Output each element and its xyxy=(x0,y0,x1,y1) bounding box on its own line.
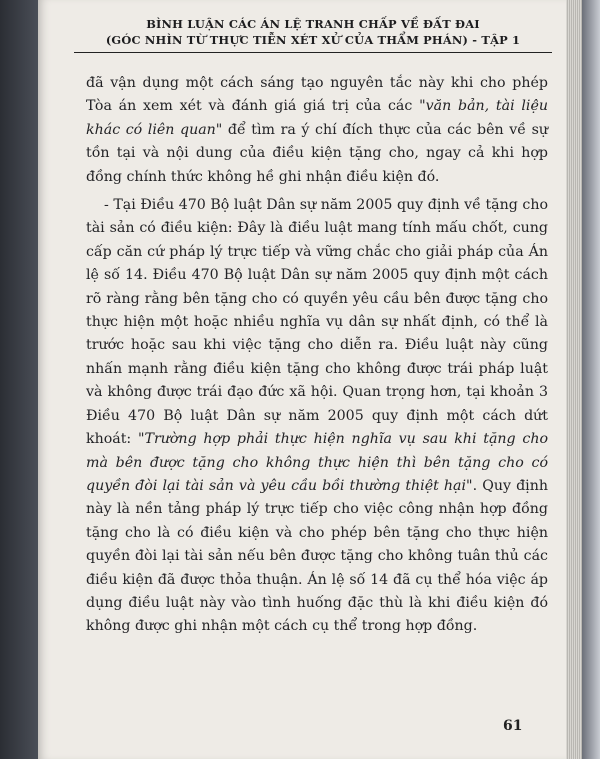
page-edges xyxy=(566,0,582,759)
paragraph-1-text-b: để tìm ra ý chí đích thực của các bên về sự tồn tại và nội dung của điều kiện tặng cho, ngay cả khi hợp đồng chính thức không hề ghi nhận điều kiện đó. xyxy=(86,121,548,185)
paragraph-2 xyxy=(86,194,548,639)
paragraph-1 xyxy=(86,72,548,189)
paragraph-2-text-a: - Tại Điều 470 Bộ luật Dân sự năm 2005 quy định về tặng cho tài sản có điều kiện: Đây là điều luật mang tính mấu chốt, cung cấp căn cứ pháp lý trực tiếp và vững chắc cho giải pháp của Án lệ số 14. Điều 470 Bộ luật Dân sự năm 2005 quy định một cách rõ ràng rằng bên tặng cho có quyền yêu cầu bên được tặng cho thực hiện một hoặc nhiều nghĩa vụ dân sự nhất định, có thể là trước hoặc sau khi việc tặng cho diễn ra. Điều luật này cũng nhấn mạnh rằng điều kiện tặng cho không được trái pháp luật và không được trái đạo đức xã hội. Quan trọng hơn, tại khoản 3 Điều 470 Bộ luật Dân sự năm 2005 quy định một cách dứt khoát: xyxy=(86,197,548,448)
book-page xyxy=(38,0,568,759)
paragraph-2-quote: "Trường hợp phải thực hiện nghĩa vụ sau khi tặng cho mà bên được tặng cho không thực hiện thì bên tặng cho có quyền đòi lại tài sản và yêu cầu bồi thường thiệt hại" xyxy=(86,431,549,494)
body-text xyxy=(86,72,548,639)
running-header xyxy=(74,16,552,48)
paragraph-1-quote: "văn bản, tài liệu khác có liên quan" xyxy=(86,98,548,138)
paragraph-1-text-a: đã vận dụng một cách sáng tạo nguyên tắc này khi cho phép Tòa án xem xét và đánh giá giá trị của các xyxy=(86,75,548,115)
paragraph-2-text-b: . Quy định này là nền tảng pháp lý trực tiếp cho việc công nhận hợp đồng tặng cho là có điều kiện và cho phép bên tặng cho thực hiện quyền đòi lại tài sản nếu bên được tặng cho không tuân thủ các điều kiện đã được thỏa thuận. Án lệ số 14 đã cụ thể hóa việc áp dụng điều luật này vào tình huống đặc thù là khi điều kiện đó không được ghi nhận một cách cụ thể trong hợp đồng. xyxy=(86,477,548,635)
backdrop-left xyxy=(0,0,38,759)
page-number: 61 xyxy=(503,718,523,734)
header-subtitle: (GÓC NHÌN TỪ THỰC TIỄN XÉT XỬ CỦA THẨM PHÁN) - TẬP 1 xyxy=(105,33,521,47)
header-title: BÌNH LUẬN CÁC ÁN LỆ TRANH CHẤP VỀ ĐẤT ĐAI xyxy=(146,17,480,31)
header-rule xyxy=(74,52,552,53)
backdrop-right xyxy=(582,0,600,759)
